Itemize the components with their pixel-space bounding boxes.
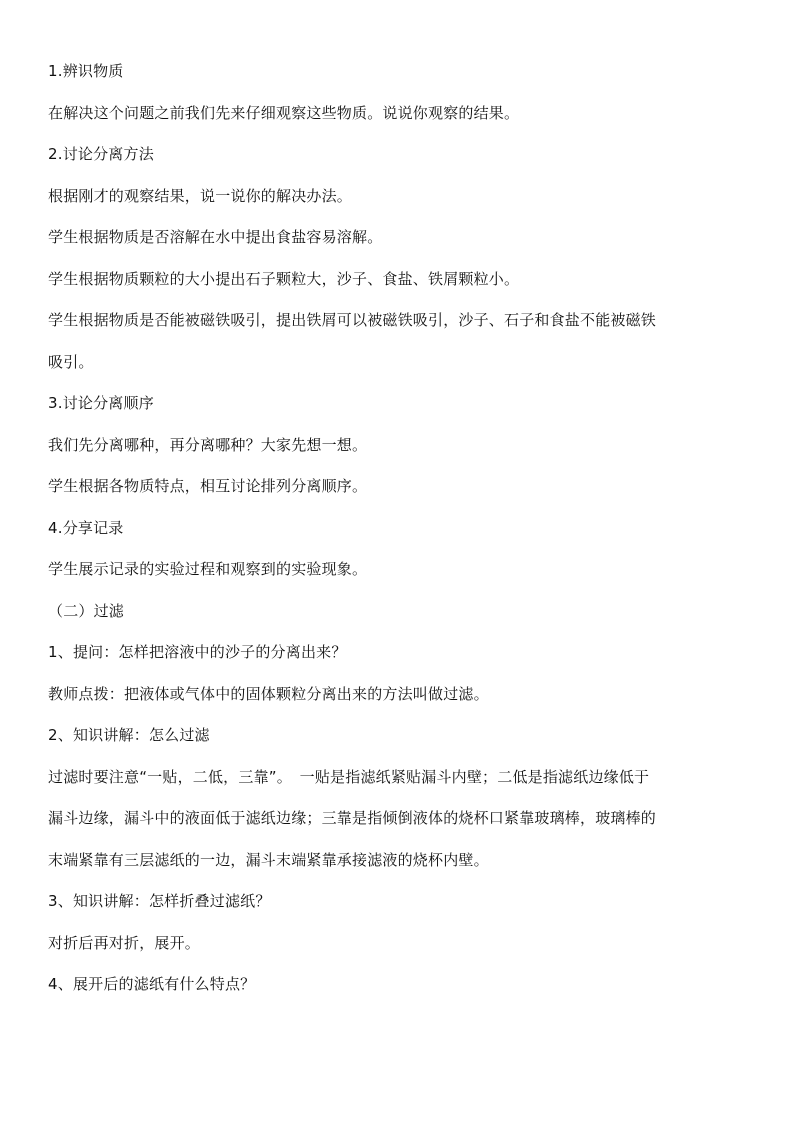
list-item: 2、知识讲解：怎么过滤	[48, 726, 210, 744]
heading-discuss-methods: 2.讨论分离方法	[48, 145, 154, 163]
paragraph-line: 教师点拨：把液体或气体中的固体颗粒分离出来的方法叫做过滤。	[48, 684, 489, 703]
list-item: 1、提问：怎样把溶液中的沙子的分离出来？	[48, 643, 347, 661]
paragraph-line: 学生根据各物质特点，相互讨论排列分离顺序。	[48, 477, 368, 495]
paragraph-line: 末端紧靠有三层滤纸的一边，漏斗末端紧靠承接滤液的烧杯内壁。	[48, 850, 489, 869]
paragraph-line: 吸引。	[48, 352, 94, 371]
paragraph-line: 学生根据物质是否能被磁铁吸引，提出铁屑可以被磁铁吸引，沙子、石子和食盐不能被磁铁	[48, 311, 657, 329]
paragraph-line: 学生根据物质是否溶解在水中提出食盐容易溶解。	[48, 228, 383, 246]
list-item: 4、展开后的滤纸有什么特点？	[48, 975, 256, 993]
paragraph-line: 过滤时要注意“一贴，二低，三靠”。 一贴是指滤纸紧贴漏斗内壁；二低是指滤纸边缘低于	[48, 767, 650, 786]
section-heading-filtering: （二）过滤	[48, 601, 125, 620]
list-item: 3、知识讲解：怎样折叠过滤纸？	[48, 892, 271, 910]
paragraph-line: 对折后再对折，展开。	[48, 933, 201, 952]
heading-identify-substances: 1.辨识物质	[48, 62, 124, 80]
paragraph-line: 根据刚才的观察结果，说一说你的解决办法。	[48, 186, 353, 205]
heading-share-record: 4.分享记录	[48, 518, 124, 537]
document-body	[48, 58, 748, 1013]
paragraph-line: 学生根据物质颗粒的大小提出石子颗粒大，沙子、食盐、铁屑颗粒小。	[48, 269, 520, 288]
heading-discuss-order: 3.讨论分离顺序	[48, 394, 154, 412]
paragraph-line: 在解决这个问题之前我们先来仔细观察这些物质。说说你观察的结果。	[48, 103, 520, 122]
paragraph-line: 学生展示记录的实验过程和观察到的实验现象。	[48, 560, 368, 578]
paragraph-line: 漏斗边缘，漏斗中的液面低于滤纸边缘；三靠是指倾倒液体的烧杯口紧靠玻璃棒，玻璃棒的	[48, 809, 657, 827]
paragraph-line: 我们先分离哪种，再分离哪种？大家先想一想。	[48, 435, 368, 454]
